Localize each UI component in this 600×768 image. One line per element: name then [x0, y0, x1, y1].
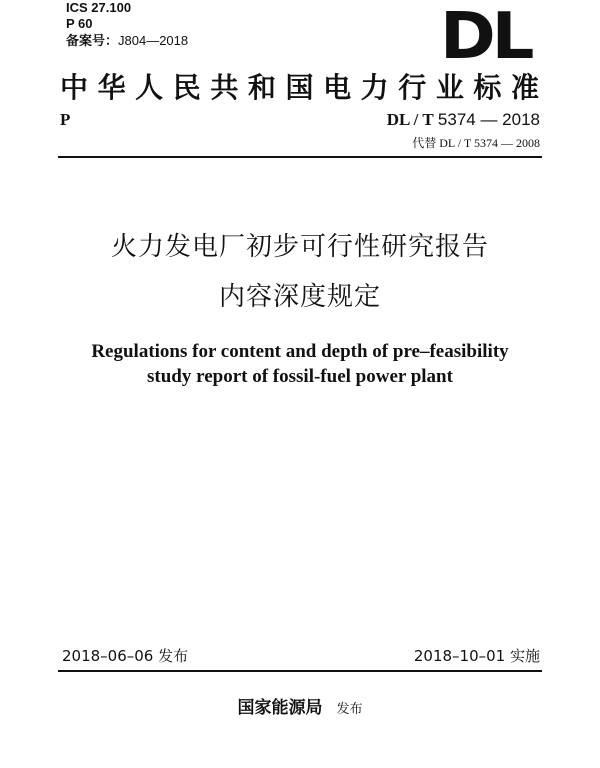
chinese-title-line2: 内容深度规定	[218, 282, 381, 312]
dl-logo: DL	[440, 0, 531, 74]
record-number-value: J804—2018	[118, 33, 189, 48]
standard-number	[387, 110, 540, 130]
implement-date: 2018–10–01 实施	[413, 647, 540, 665]
publish-date: 2018–06–06 发布	[62, 647, 189, 665]
issuer	[0, 693, 600, 718]
header-divider	[58, 156, 542, 158]
english-title-line1: Regulations for content and depth of pre–feasibility	[91, 341, 509, 362]
record-number-label: 备案号：	[66, 34, 119, 49]
standard-number-value: 5374 — 2018	[437, 110, 540, 129]
classification-code: P 60	[66, 16, 93, 31]
record-number	[66, 33, 188, 49]
category-letter: P	[60, 110, 71, 129]
chinese-title-line1: 火力发电厂初步可行性研究报告	[110, 232, 489, 262]
footer-divider	[58, 670, 542, 672]
replaces-standard: 代替 DL / T 5374 — 2008	[412, 136, 540, 150]
standard-type-title: 中华人民共和国电力行业标准	[60, 71, 540, 104]
ics-code: ICS 27.100	[66, 0, 132, 15]
standard-number-prefix: DL / T	[386, 110, 434, 129]
issuer-org: 国家能源局	[237, 698, 323, 718]
english-title-line2: study report of fossil-fuel power plant	[147, 366, 453, 387]
issuer-action: 发布	[336, 702, 363, 717]
